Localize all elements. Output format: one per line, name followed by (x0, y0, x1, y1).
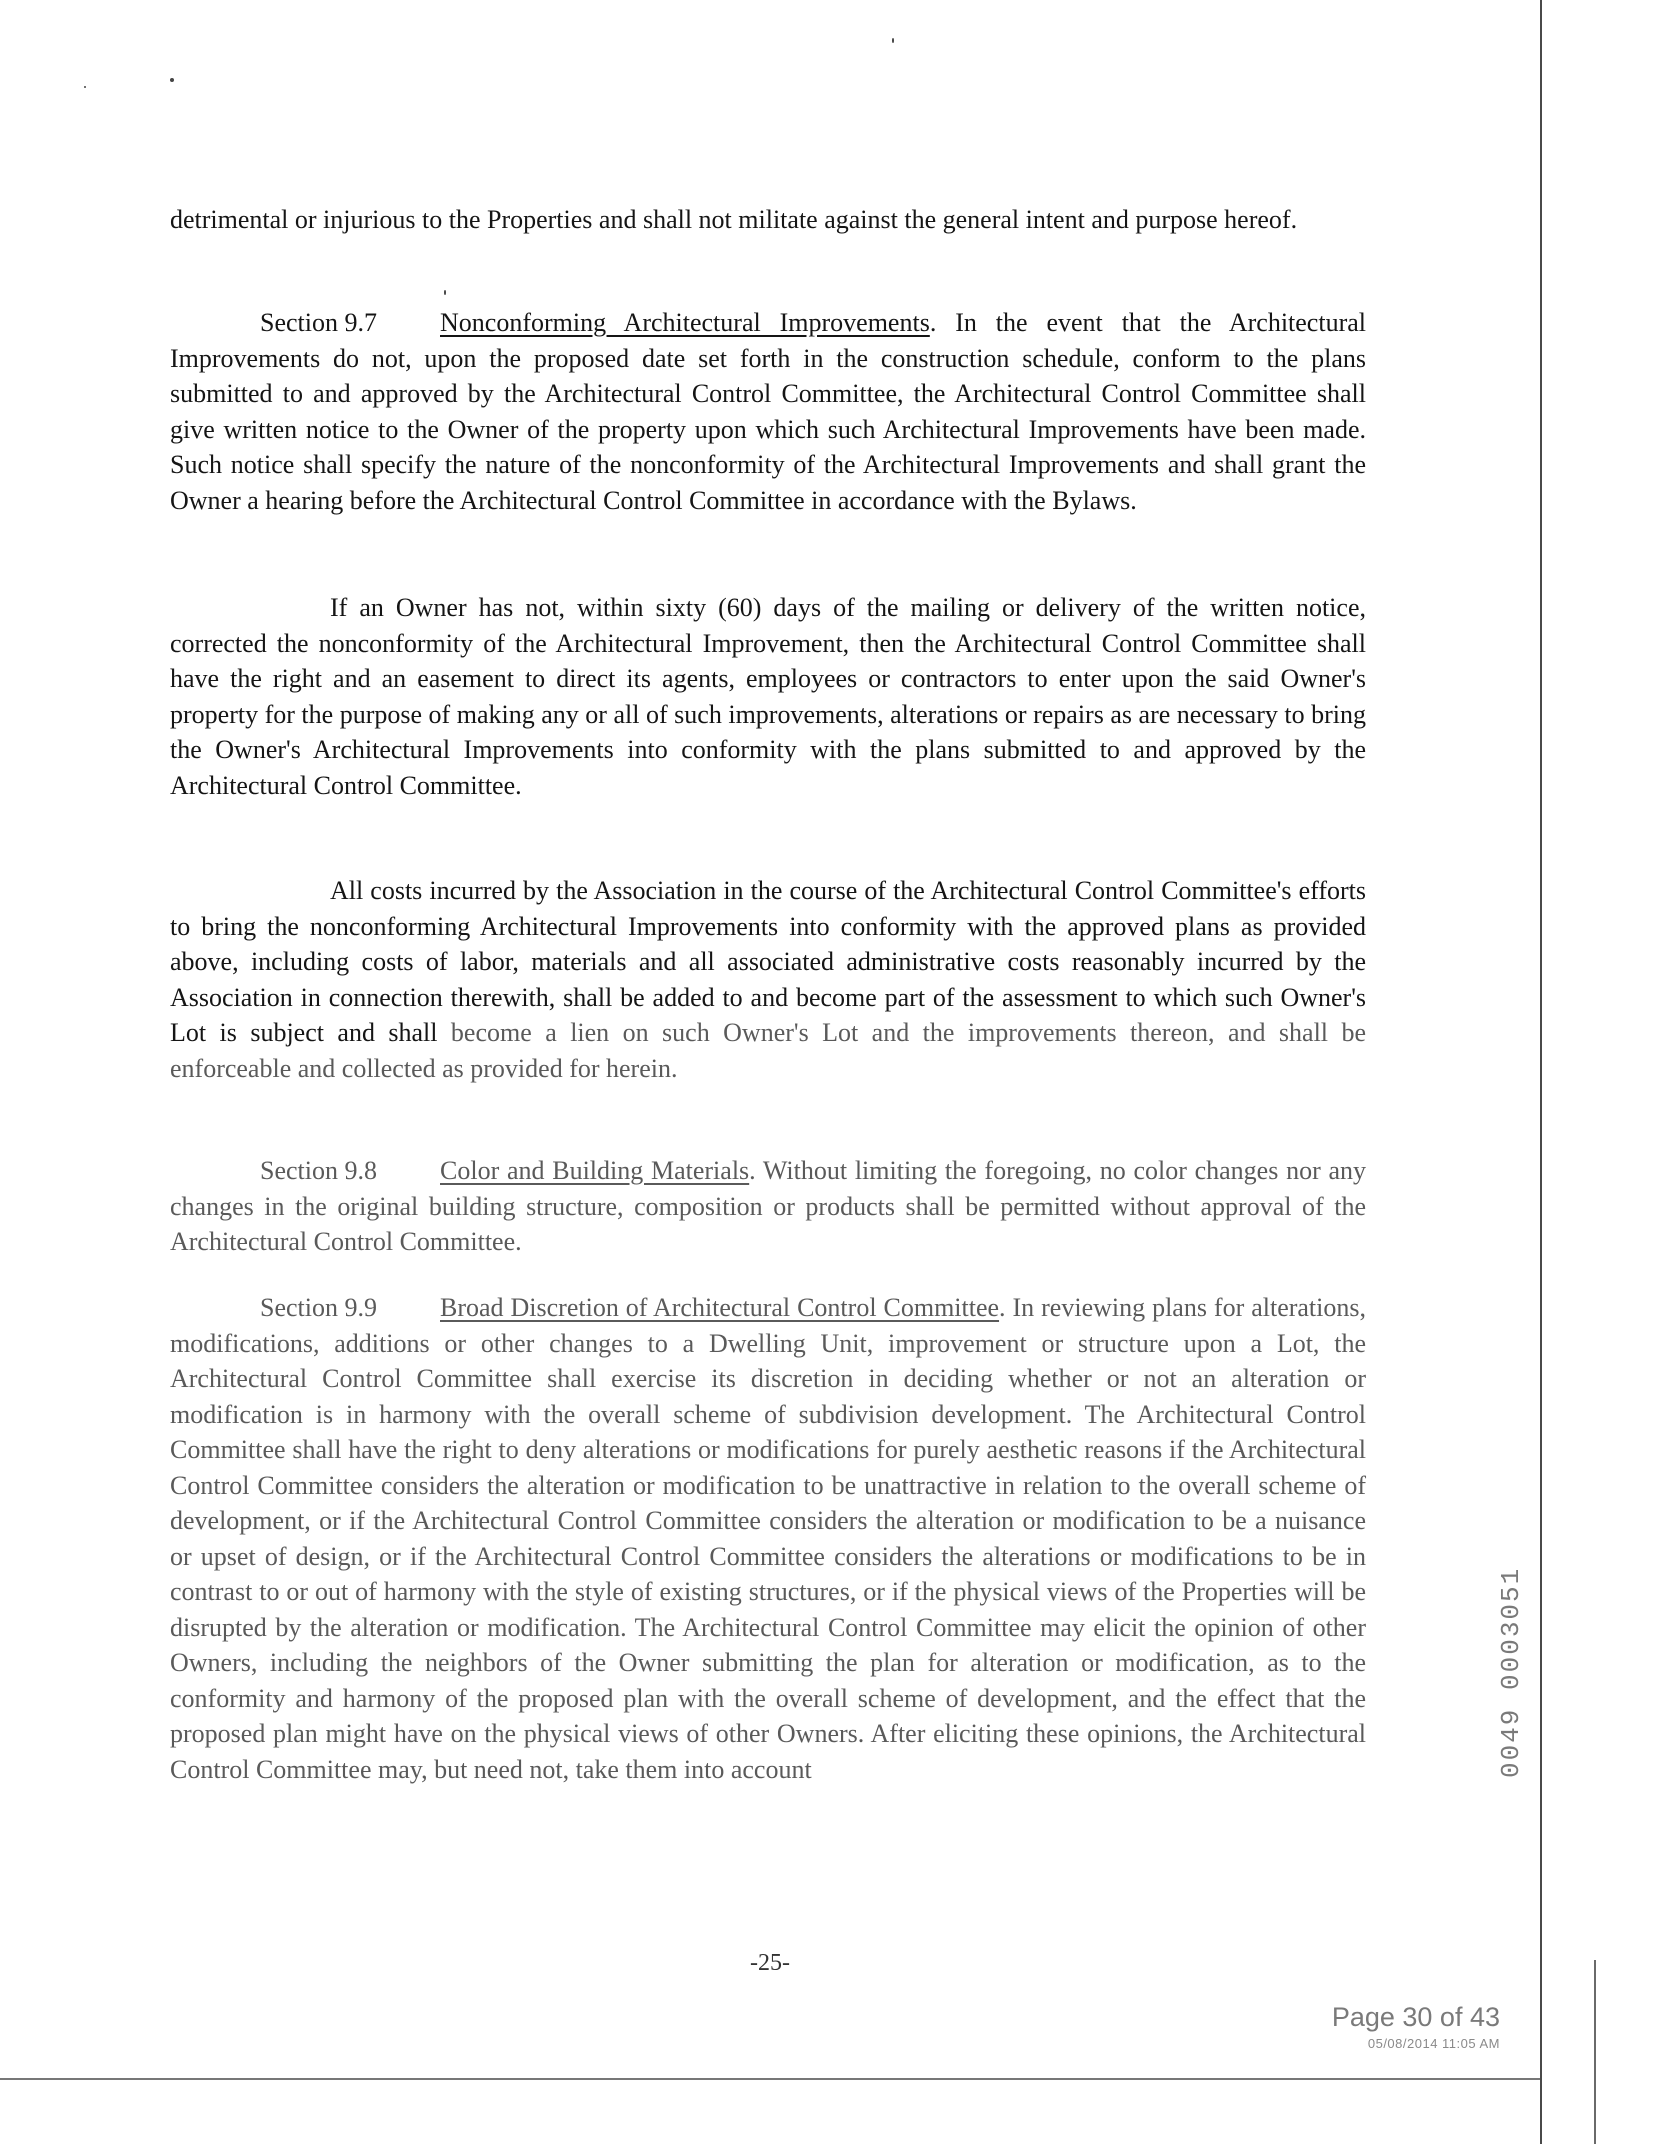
owner-paragraph (170, 590, 1366, 803)
scan-speck (892, 38, 894, 43)
section-title: Color and Building Materials (440, 1156, 750, 1185)
page-number: -25- (750, 1950, 790, 1976)
section-title: Broad Discretion of Architectural Control Committee (440, 1293, 1000, 1322)
page-stamp-label: Page 30 of 43 (1331, 2002, 1500, 2032)
costs-paragraph (170, 873, 1366, 1086)
section-number: Section 9.7 (260, 308, 377, 337)
scan-edge-line (1540, 0, 1542, 2144)
scan-edge-line-secondary (1594, 1960, 1596, 2144)
opening-paragraph (170, 202, 1366, 238)
costs-text-faded: become a lien on such Owner's Lot and the improvements thereon, and shall be enforceable and collected as provided for herein. (170, 1018, 1367, 1083)
owner-text: If an Owner has not, within sixty (60) days of the mailing or delivery of the written notice, corrected the nonconformity of the Architectural Improvement, then the Architectural Control Committee shall have the right and an easement to direct its agents, employees or contractors to enter upon the said Owner's property for the purpose of making any or all of such improvements, alterations or repairs as are necessary to bring the Owner's Architectural Improvements into conformity with the plans submitted to and approved by the Architectural Control Committee. (170, 593, 1366, 800)
section-text: . Without limiting the foregoing, no color changes nor any changes in the original building structure, composition or products shall be permitted without approval of the Architectural Control Committee. (170, 1156, 1367, 1256)
section-number: Section 9.9 (260, 1293, 377, 1322)
section-text: . In reviewing plans for alterations, modifications, additions or other changes to a Dwelling Unit, improvement or structure upon a Lot, the Architectural Control Committee shall exercise its discretion in deciding whether or not an alteration or modification is in harmony with the overall scheme of subdivision development. The Architectural Control Committee shall have the right to deny alterations or modifications for purely aesthetic reasons if the Architectural Control Committee considers the alteration or modification to be unattractive in relation to the overall scheme of development, or if the Architectural Control Committee considers the alteration or modification to be a nuisance or upset of design, or if the Architectural Control Committee considers the alterations or modifications to be in contrast to or out of harmony with the style of existing structures, or if the physical views of the Properties will be disrupted by the alteration or modification. The Architectural Control Committee may elicit the opinion of other Owners, including the neighbors of the Owner submitting the plan for alteration or modification, as to the conformity and harmony of the proposed plan with the overall scheme of development, and the effect that the proposed plan might have on the physical views of other Owners. After eliciting these opinions, the Architectural Control Committee may, but need not, take them into account (170, 1293, 1366, 1784)
opening-text: detrimental or injurious to the Properties and shall not militate against the general intent and purpose hereof. (170, 205, 1298, 234)
scan-speck (170, 78, 174, 82)
section-title: Nonconforming Architectural Improvements (440, 308, 930, 337)
scan-speck (444, 290, 446, 295)
section-9-7 (170, 305, 1366, 518)
section-9-8 (170, 1153, 1366, 1260)
costs-text: All costs incurred by the Association in the course of the Architectural Control Committee's efforts to bring the nonconforming Architectural Improvements into conformity with the approved plans as provided above, including costs of labor, materials and all associated administrative costs reasonably incurred by the Association in connection therewith, shall be added to and become part of the assessment to which such Owner's Lot is subject and shall (170, 876, 1366, 1047)
bottom-rule (0, 2078, 1540, 2080)
margin-stamp-code: 0049 0003051 (1496, 1566, 1526, 1778)
page-stamp-timestamp: 05/08/2014 11:05 AM (1367, 2036, 1500, 2051)
section-number: Section 9.8 (260, 1156, 377, 1185)
section-9-9 (170, 1290, 1366, 1787)
section-text: . In the event that the Architectural Improvements do not, upon the proposed date set forth in the construction schedule, conform to the plans submitted to and approved by the Architectural Control Committee, the Architectural Control Committee shall give written notice to the Owner of the property upon which such Architectural Improvements have been made. Such notice shall specify the nature of the nonconformity of the Architectural Improvements and shall grant the Owner a hearing before the Architectural Control Committee in accordance with the Bylaws. (170, 308, 1366, 515)
scan-speck (84, 86, 86, 88)
margin-stamp (1488, 1528, 1528, 1778)
